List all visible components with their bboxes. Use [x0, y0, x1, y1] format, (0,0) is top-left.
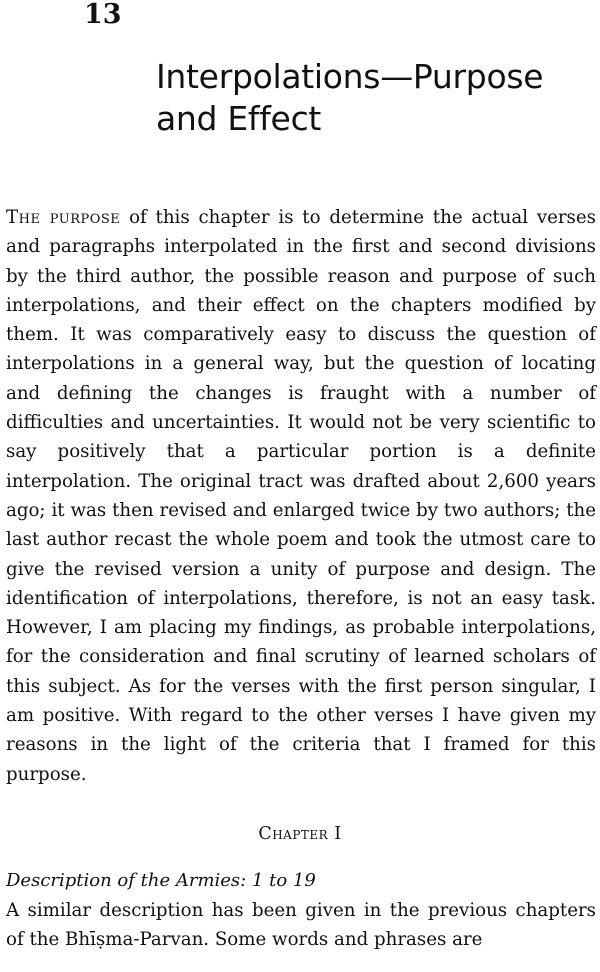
- title-line-2: and Effect: [156, 99, 322, 138]
- section-paragraph: A similar description has been given in the previous chapters of the Bhīṣma-Parvan. Some words and phrases are: [6, 900, 596, 951]
- title-line-1: Interpolations—Purpose: [156, 57, 544, 96]
- intro-text: of this chapter is to determine the actual verses and paragraphs interpolated in the first and second divisions by the third author, the possible reason and purpose of such interpolations, and their effect on the chapters modified by them. It was comparatively easy to discuss the question of interpolations in a general way, but the question of locating and defining the changes is fraught with a number of difficulties and uncertainties. It would not be very scientific to say positively that a particular portion is a definite interpolation. The original tract was drafted about 2,600 years ago; it was then revised and enlarged twice by two authors; the last author recast the whole poem and took the utmost care to give the revised version a unity of purpose and design. The identification of interpolations, therefore, is not an easy task. However, I am placing my findings, as probable interpolations, for the consideration and final scrutiny of learned scholars of this subject. As for the verses with the first person singular, I am positive. With regard to the other verses I have given my reasons in the light of the criteria that I framed for this purpose.: [6, 207, 596, 785]
- page-title: [156, 56, 576, 140]
- section-heading: Description of the Armies: 1 to 19: [6, 870, 316, 891]
- intro-paragraph: [6, 203, 596, 789]
- chapter-number: 13: [84, 0, 122, 30]
- chapter-heading: Chapter I: [258, 824, 342, 844]
- intro-lead-smallcaps: The purpose: [6, 207, 121, 228]
